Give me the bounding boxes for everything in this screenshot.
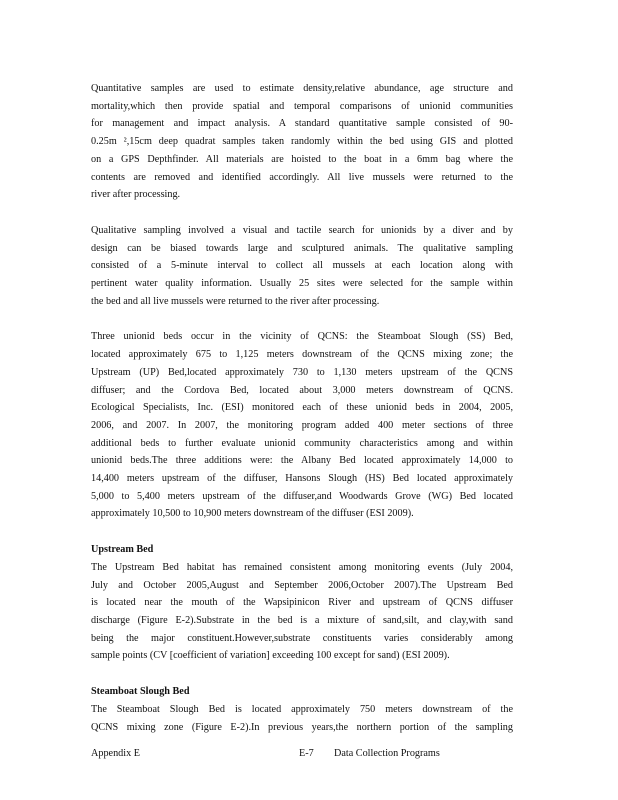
text-line: Qualitative sampling involved a visual and tactile search for unionids by a diver and by xyxy=(91,224,513,236)
footer-section-title: Data Collection Programs xyxy=(334,748,440,759)
text-line: contents are removed and identified accordingly. All live mussels were returned to the xyxy=(91,171,513,183)
text-line: for management and impact analysis. A standard quantitative sample consisted of 90- xyxy=(91,118,513,130)
text-line: unionid beds.The three additions were: the Albany Bed located approximately 14,000 to xyxy=(91,455,513,467)
text-line: approximately 10,500 to 10,900 meters downstream of the diffuser (ESI 2009). xyxy=(91,508,414,520)
text-line: Three unionid beds occur in the vicinity of QCNS: the Steamboat Slough (SS) Bed, xyxy=(91,331,513,343)
text-line: Upstream (UP) Bed,located approximately 730 to 1,130 meters upstream of the QCNS xyxy=(91,366,513,378)
text-line: July and October 2005,August and September 2006,October 2007).The Upstream Bed xyxy=(91,579,513,591)
text-line: diffuser; and the Cordova Bed, located about 3,000 meters downstream of QCNS. xyxy=(91,384,513,396)
footer-appendix-label: Appendix E xyxy=(91,748,140,759)
text-line: 5,000 to 5,400 meters upstream of the diffuser,and Woodwards Grove (WG) Bed located xyxy=(91,490,513,502)
paragraph-qualitative-sampling xyxy=(91,222,513,311)
text-line: being the major constituent.However,substrate constituents varies considerably among xyxy=(91,632,513,644)
text-line: The Steamboat Slough Bed is located approximately 750 meters downstream of the xyxy=(91,703,513,715)
text-line: design can be biased towards large and sculptured animals. The qualitative sampling xyxy=(91,242,513,254)
text-line: QCNS mixing zone (Figure E-2).In previous years,the northern portion of the sampling xyxy=(91,721,513,733)
paragraph-unionid-beds xyxy=(91,328,513,523)
section-heading: Steamboat Slough Bed xyxy=(91,686,190,698)
paragraph-quantitative-samples xyxy=(91,80,513,204)
text-line: sample points (CV [coefficient of variation] exceeding 100 except for sand) (ESI 2009). xyxy=(91,650,450,662)
footer-page-number: E-7 xyxy=(299,748,314,759)
text-line: is located near the mouth of the Wapsipinicon River and upstream of QCNS diffuser xyxy=(91,597,513,609)
section-upstream-bed xyxy=(91,541,513,665)
page-footer xyxy=(91,748,513,764)
text-line: 14,400 meters upstream of the diffuser, Hansons Slough (HS) Bed located approximately xyxy=(91,473,513,485)
text-line: mortality,which then provide spatial and temporal comparisons of unionid communities xyxy=(91,100,513,112)
text-line: Ecological Specialists, Inc. (ESI) monitored each of these unionid beds in 2004, 2005, xyxy=(91,402,513,414)
section-steamboat-slough-bed xyxy=(91,683,513,736)
text-line: additional beds to further evaluate unionid community characteristics among and within xyxy=(91,437,513,449)
text-line: 0.25m ²,15cm deep quadrat samples taken randomly within the bed using GIS and plotted xyxy=(91,136,513,148)
text-line: on a GPS Depthfinder. All materials are hoisted to the boat in a 6mm bag where the xyxy=(91,153,513,165)
section-heading: Upstream Bed xyxy=(91,544,154,556)
text-line: consisted of a 5-minute interval to collect all mussels at each location along with xyxy=(91,260,513,272)
text-line: located approximately 675 to 1,125 meters downstream of the QCNS mixing zone; the xyxy=(91,349,513,361)
text-line: the bed and all live mussels were returned to the river after processing. xyxy=(91,295,380,307)
text-line: 2006, and 2007. In 2007, the monitoring program added 400 meter sections of three xyxy=(91,419,513,431)
text-line: Quantitative samples are used to estimate density,relative abundance, age structure and xyxy=(91,83,513,94)
document-body xyxy=(91,80,513,754)
text-line: The Upstream Bed habitat has remained consistent among monitoring events (July 2004, xyxy=(91,561,513,573)
text-line: river after processing. xyxy=(91,189,181,201)
text-line: discharge (Figure E-2).Substrate in the bed is a mixture of sand,silt, and clay,with sand xyxy=(91,614,513,626)
text-line: pertinent water quality information. Usually 25 sites were selected for the sample within xyxy=(91,278,513,290)
